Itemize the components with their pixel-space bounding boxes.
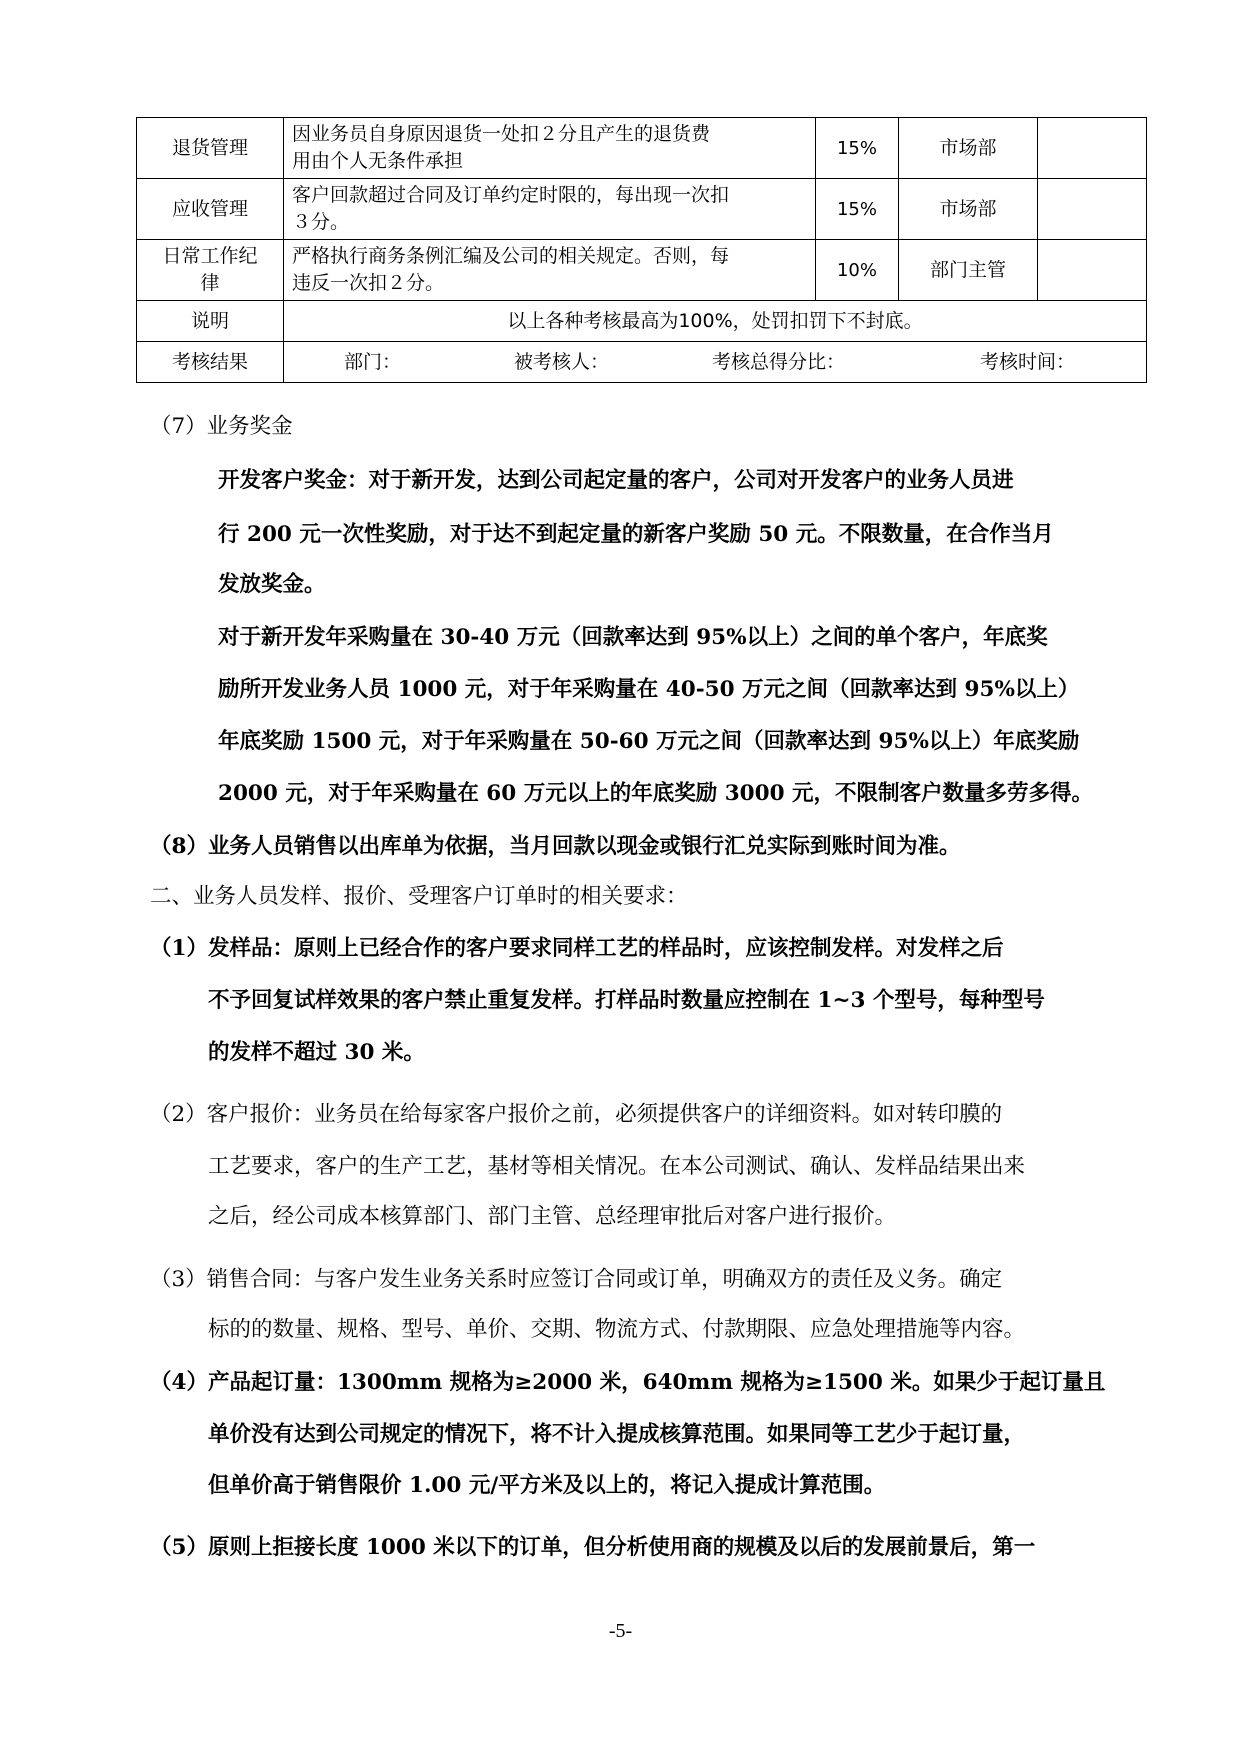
blank-cell	[1038, 240, 1147, 301]
paragraph-line: 单价没有达到公司规定的情况下，将不计入提成核算范围。如果同等工艺少于起订量，	[208, 1422, 1026, 1447]
paragraph-line: 发放奖金。	[218, 572, 326, 597]
description-cell	[284, 240, 816, 301]
paragraph-line: 2000 元，对于年采购量在 60 万元以上的年底奖励 3000 元，不限制客户数量多劳多得。	[218, 781, 1094, 806]
paragraph-line: 标的的数量、规格、型号、单价、交期、物流方式、付款期限、应急处理措施等内容。	[208, 1317, 1026, 1342]
weight-cell: 15%	[816, 118, 899, 179]
paragraph-line: 年底奖励 1500 元，对于年采购量在 50-60 万元之间（回款率达到 95%以上）年底奖励	[218, 729, 1080, 754]
item-line: 律	[200, 272, 220, 294]
note-row	[137, 301, 1147, 342]
result-fields	[284, 342, 1147, 383]
description-line: 客户回款超过合同及订单约定时限的，每出现一次扣	[292, 184, 730, 206]
description-cell	[284, 118, 816, 179]
assessment-table	[136, 117, 1147, 383]
description-line: 严格执行商务条例汇编及公司的相关规定。否则，每	[292, 245, 730, 267]
paragraph-line: （1）发样品：原则上已经合作的客户要求同样工艺的样品时，应该控制发样。对发样之后	[150, 936, 1004, 961]
item-cell: 应收管理	[137, 179, 284, 240]
weight-cell: 15%	[816, 179, 899, 240]
paragraph-line: 工艺要求，客户的生产工艺，基材等相关情况。在本公司测试、确认、发样品结果出来	[208, 1154, 1026, 1179]
blank-cell	[1038, 179, 1147, 240]
paragraph-line: 行 200 元一次性奖励，对于达不到起定量的新客户奖励 50 元。不限数量，在合作当月	[218, 522, 1054, 547]
result-field-score: 考核总得分比：	[712, 350, 846, 373]
description-line: ３分。	[292, 211, 350, 233]
paragraph-line: 的发样不超过 30 米。	[208, 1040, 425, 1065]
table-row	[137, 240, 1147, 301]
description-line: 因业务员自身原因退货一处扣２分且产生的退货费	[292, 123, 711, 145]
item-cell	[137, 240, 284, 301]
paragraph-line: （8）业务人员销售以出库单为依据，当月回款以现金或银行汇兑实际到账时间为准。	[150, 834, 961, 859]
note-text: 以上各种考核最高为100%，处罚扣罚下不封底。	[284, 301, 1147, 342]
table-row	[137, 118, 1147, 179]
note-label: 说明	[137, 301, 284, 342]
item-line: 日常工作纪	[162, 245, 258, 267]
item-cell: 退货管理	[137, 118, 284, 179]
paragraph-line: 开发客户奖金：对于新开发，达到公司起定量的客户，公司对开发客户的业务人员进	[218, 468, 1014, 493]
paragraph-line: 对于新开发年采购量在 30-40 万元（回款率达到 95%以上）之间的单个客户，年底奖	[218, 625, 1048, 650]
description-line: 用由个人无条件承担	[292, 150, 464, 172]
result-row	[137, 342, 1147, 383]
department-cell: 市场部	[899, 179, 1038, 240]
result-field-department: 部门：	[344, 350, 402, 373]
page-number: -5-	[608, 1620, 633, 1642]
paragraph-line: （3）销售合同：与客户发生业务关系时应签订合同或订单，明确双方的责任及义务。确定	[150, 1267, 1003, 1292]
weight-cell: 10%	[816, 240, 899, 301]
section-heading: 二、业务人员发样、报价、受理客户订单时的相关要求：	[150, 884, 688, 909]
paragraph-line: 之后，经公司成本核算部门、部门主管、总经理审批后对客户进行报价。	[208, 1204, 897, 1229]
paragraph-line: 不予回复试样效果的客户禁止重复发样。打样品时数量应控制在 1~3 个型号，每种型号	[208, 988, 1045, 1013]
paragraph-line: （5）原则上拒接长度 1000 米以下的订单，但分析使用商的规模及以后的发展前景后，第一	[150, 1535, 1036, 1560]
blank-cell	[1038, 118, 1147, 179]
paragraph-line: 但单价高于销售限价 1.00 元/平方米及以上的，将记入提成计算范围。	[208, 1473, 886, 1498]
result-field-assessee: 被考核人：	[514, 350, 610, 373]
department-cell: 部门主管	[899, 240, 1038, 301]
description-line: 违反一次扣２分。	[292, 272, 445, 294]
section-heading: （7）业务奖金	[150, 414, 293, 439]
department-cell: 市场部	[899, 118, 1038, 179]
result-field-time: 考核时间：	[980, 350, 1076, 373]
result-label: 考核结果	[137, 342, 284, 383]
paragraph-line: （2）客户报价：业务员在给每家客户报价之前，必须提供客户的详细资料。如对转印膜的	[150, 1102, 1003, 1127]
table-row	[137, 179, 1147, 240]
paragraph-line: 励所开发业务人员 1000 元，对于年采购量在 40-50 万元之间（回款率达到 95%以上）	[218, 677, 1080, 702]
description-cell	[284, 179, 816, 240]
paragraph-line: （4）产品起订量：1300mm 规格为≥2000 米，640mm 规格为≥1500 米。如果少于起订量且	[150, 1370, 1106, 1395]
